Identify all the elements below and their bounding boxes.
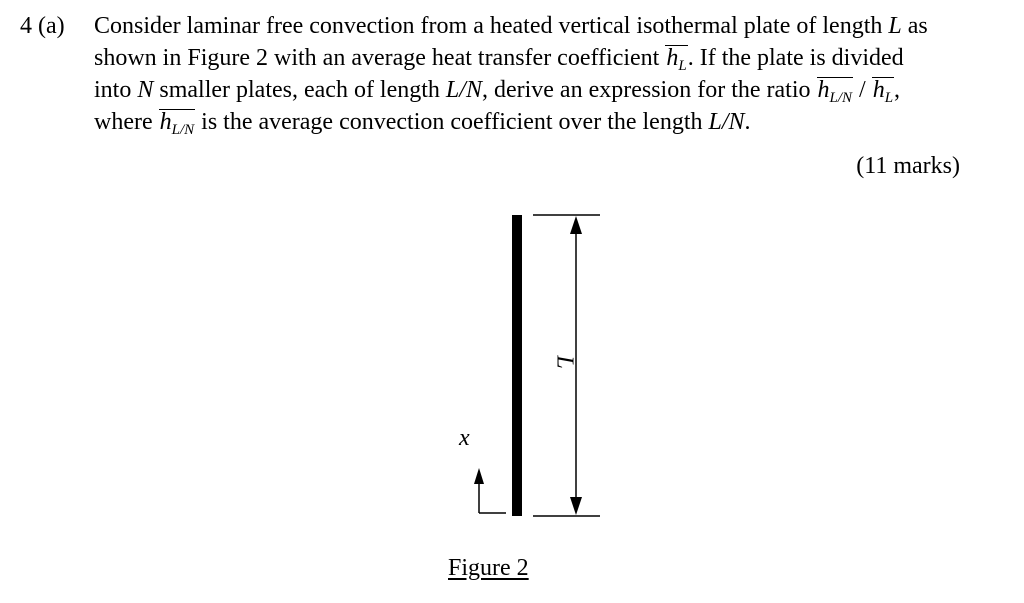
line1-text: Consider laminar free convection from a heated vertical isothermal plate of length bbox=[94, 13, 889, 39]
marks-label: (11 marks) bbox=[856, 153, 960, 179]
line1-tail: as bbox=[901, 13, 928, 39]
line2-text: shown in Figure 2 with an average heat transfer coefficient bbox=[94, 45, 666, 71]
length-label: L bbox=[551, 355, 578, 369]
h-bar-L-symbol-ratio: $h_L$ bbox=[872, 77, 894, 106]
x-axis-arrow-icon bbox=[474, 468, 484, 484]
line3-a: into bbox=[94, 77, 138, 103]
l-over-n-variable-2: L/N bbox=[708, 109, 745, 135]
figure-caption: Figure 2 bbox=[448, 555, 529, 581]
line4-a: where bbox=[94, 109, 159, 135]
ratio-separator: / bbox=[853, 77, 872, 103]
line4-tail: . bbox=[744, 109, 751, 135]
length-variable: L bbox=[888, 13, 902, 39]
question-number: 4 (a) bbox=[20, 13, 65, 39]
l-over-n-variable: L/N bbox=[445, 77, 482, 103]
dimension-arrow-up-icon bbox=[570, 216, 582, 234]
h-bar-L-over-N-symbol: $h_{L/N}$ bbox=[817, 77, 853, 106]
h-bar-L-over-N-symbol-2: $h_{L/N}$ bbox=[159, 109, 195, 138]
line3-b: smaller plates, each of length bbox=[153, 77, 446, 103]
line3-tail: , bbox=[894, 77, 901, 103]
line3-c: , derive an expression for the ratio bbox=[481, 77, 817, 103]
line2-tail: . If the plate is divided bbox=[687, 45, 904, 71]
dimension-arrow-down-icon bbox=[570, 497, 582, 515]
h-bar-L-symbol: $h_L$ bbox=[666, 45, 687, 74]
vertical-plate bbox=[512, 215, 522, 516]
n-variable: N bbox=[137, 77, 154, 103]
line4-b: is the average convection coefficient over the length bbox=[195, 109, 709, 135]
x-axis-label: x bbox=[459, 425, 470, 451]
